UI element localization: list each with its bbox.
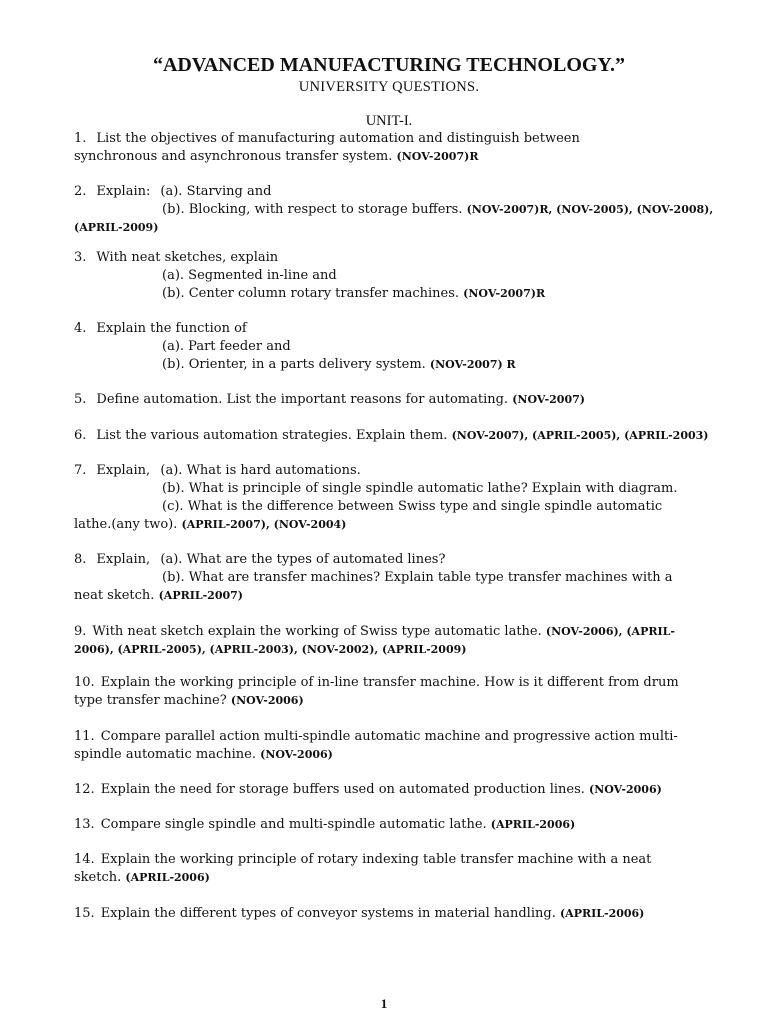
exam-reference: (NOV-2007) R — [429, 358, 516, 371]
page-number: 1 — [380, 996, 388, 1011]
question-number: 15. — [74, 906, 95, 921]
question-text-cont: sketch. — [74, 870, 122, 885]
question-number: 11. — [74, 729, 95, 744]
question-number: 12. — [74, 782, 95, 797]
question-number: 14. — [74, 852, 95, 867]
exam-reference: (NOV-2006) — [589, 783, 662, 796]
question-12 — [74, 781, 714, 799]
question-number: 4. — [74, 321, 87, 336]
question-lead: With neat sketches, explain — [96, 250, 279, 265]
question-15 — [74, 905, 714, 923]
question-13 — [74, 816, 714, 834]
sub-question-b: (b). What are transfer machines? Explain table type transfer machines with a — [162, 570, 673, 585]
sub-question-c-cont: lathe.(any two). — [74, 517, 178, 532]
exam-reference: (APRIL-2007), (NOV-2004) — [181, 518, 347, 531]
exam-reference: (NOV-2007)R — [396, 150, 479, 163]
question-lead: Explain, — [96, 463, 151, 478]
question-text: Compare parallel action multi-spindle automatic machine and progressive action multi- — [100, 729, 678, 744]
exam-reference: (NOV-2007) — [512, 393, 585, 406]
question-text: Explain the working principle of rotary indexing table transfer machine with a neat — [100, 852, 652, 867]
question-text-cont: spindle automatic machine. — [74, 747, 256, 762]
sub-question-c: (c). What is the difference between Swiss type and single spindle automatic — [162, 499, 663, 514]
question-text: Explain the need for storage buffers used on automated production lines. — [100, 782, 585, 797]
question-4 — [74, 320, 714, 374]
exam-reference: (NOV-2007), (APRIL-2005), (APRIL-2003) — [451, 429, 709, 442]
exam-reference: (APRIL-2006) — [490, 818, 576, 831]
sub-question-a: (a). Starving and — [160, 184, 272, 199]
exam-reference: (APRIL-2009) — [74, 221, 159, 234]
document-subtitle: UNIVERSITY QUESTIONS. — [298, 79, 480, 95]
sub-question-b: (b). Orienter, in a parts delivery system. — [162, 357, 426, 372]
question-text: Explain the different types of conveyor systems in material handling. — [100, 906, 556, 921]
question-text-cont: synchronous and asynchronous transfer system. — [74, 149, 393, 164]
question-5 — [74, 391, 714, 409]
question-11 — [74, 728, 714, 764]
question-9 — [74, 623, 714, 659]
document-page — [74, 54, 714, 921]
question-number: 3. — [74, 250, 87, 265]
sub-question-a: (a). What are the types of automated lines? — [160, 552, 446, 567]
question-number: 7. — [74, 463, 87, 478]
question-number: 1. — [74, 131, 87, 146]
sub-question-a: (a). Part feeder and — [162, 339, 291, 354]
question-text: With neat sketch explain the working of Swiss type automatic lathe. — [92, 624, 542, 639]
question-6 — [74, 427, 714, 445]
question-text: List the various automation strategies. Explain them. — [96, 428, 448, 443]
question-lead: Explain: — [96, 184, 151, 199]
question-text: List the objectives of manufacturing automation and distinguish between — [96, 131, 580, 146]
exam-reference-cont: 2006), (APRIL-2005), (APRIL-2003), (NOV-2002), (APRIL-2009) — [74, 643, 467, 656]
exam-reference: (APRIL-2006) — [125, 871, 210, 884]
question-number: 13. — [74, 817, 95, 832]
question-14 — [74, 851, 714, 887]
question-text-cont: type transfer machine? — [74, 693, 227, 708]
question-3 — [74, 249, 714, 303]
question-number: 8. — [74, 552, 87, 567]
sub-question-b-cont: neat sketch. — [74, 588, 155, 603]
exam-reference: (NOV-2006) — [260, 748, 333, 761]
question-lead: Explain, — [96, 552, 151, 567]
exam-reference: (APRIL-2007) — [158, 589, 243, 602]
question-number: 10. — [74, 675, 95, 690]
question-text: Explain the working principle of in-line transfer machine. How is it different from drum — [100, 675, 679, 690]
question-number: 2. — [74, 184, 87, 199]
exam-reference: (APRIL-2006) — [559, 907, 645, 920]
question-2 — [74, 183, 714, 237]
exam-reference: (NOV-2006), (APRIL- — [545, 625, 675, 638]
question-text: Compare single spindle and multi-spindle automatic lathe. — [100, 817, 487, 832]
document-title: “ADVANCED MANUFACTURING TECHNOLOGY.” — [152, 54, 626, 76]
question-text: Define automation. List the important reasons for automating. — [96, 392, 509, 407]
question-7 — [74, 462, 714, 534]
exam-reference: (NOV-2006) — [230, 694, 304, 707]
question-10 — [74, 674, 714, 710]
unit-heading: UNIT-I. — [365, 113, 413, 129]
sub-question-a: (a). What is hard automations. — [160, 463, 361, 478]
sub-question-b: (b). Blocking, with respect to storage buffers. — [162, 202, 463, 217]
question-8 — [74, 551, 714, 605]
exam-reference: (NOV-2007)R — [463, 287, 546, 300]
sub-question-a: (a). Segmented in-line and — [162, 268, 337, 283]
question-1 — [74, 130, 714, 166]
question-lead: Explain the function of — [96, 321, 247, 336]
question-number: 9. — [74, 624, 87, 639]
question-number: 5. — [74, 392, 87, 407]
sub-question-b: (b). Center column rotary transfer machines. — [162, 286, 460, 301]
question-number: 6. — [74, 428, 87, 443]
sub-question-b: (b). What is principle of single spindle automatic lathe? Explain with diagram. — [162, 481, 678, 496]
exam-reference: (NOV-2007)R, (NOV-2005), (NOV-2008), — [466, 203, 714, 216]
